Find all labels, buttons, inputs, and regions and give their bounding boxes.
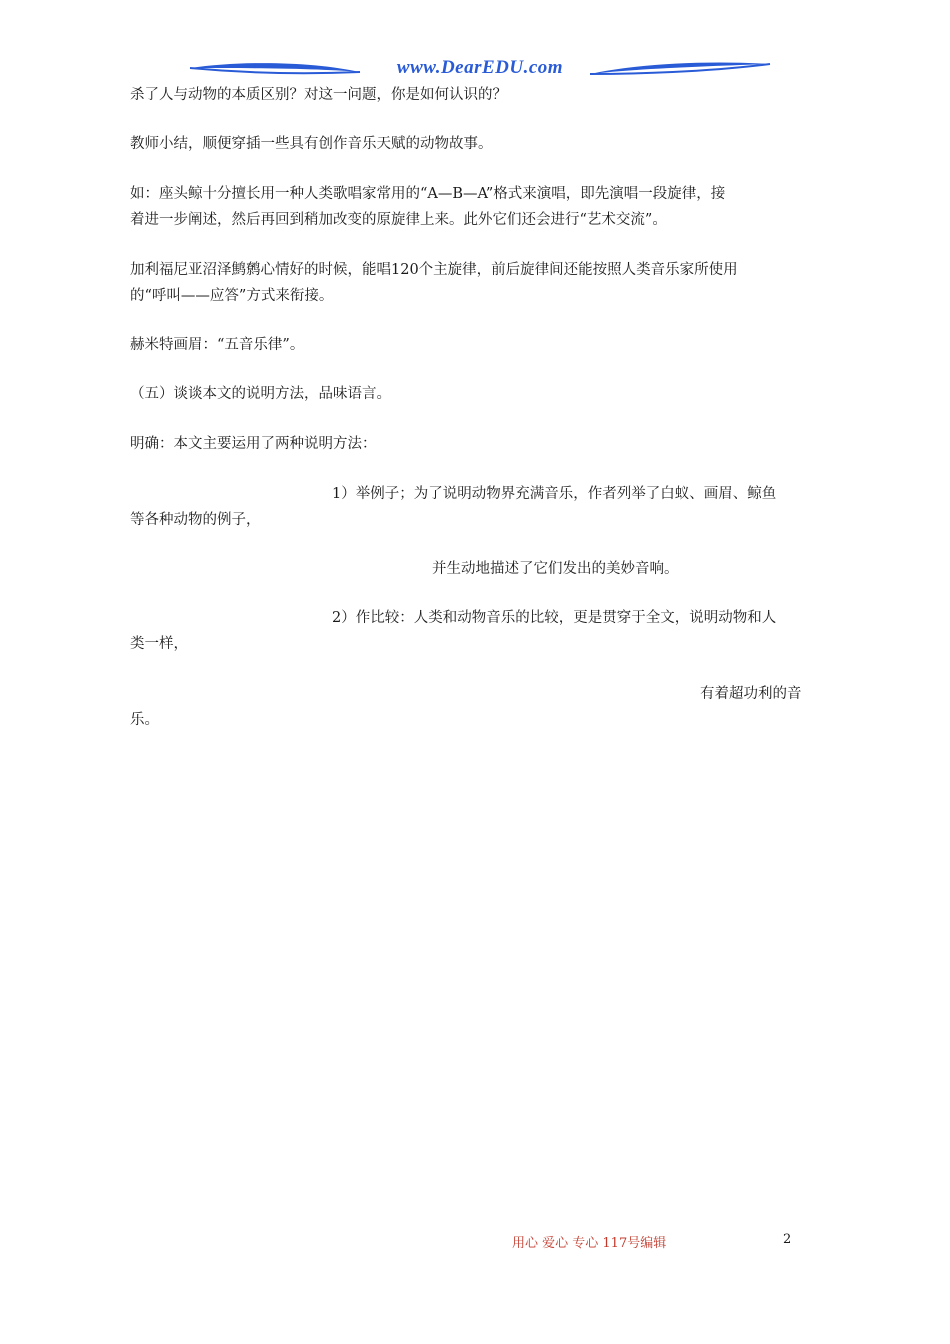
paragraph-5: 赫米特画眉：“五音乐律”。 — [130, 337, 305, 353]
paragraph-6: （五）谈谈本文的说明方法，品味语言。 — [130, 386, 391, 402]
paragraph-10-line-2: 类一样， — [130, 636, 188, 652]
paragraph-1: 杀了人与动物的本质区别？对这一问题，你是如何认识的？ — [130, 87, 507, 103]
paragraph-8-line-1: 1）举例子；为了说明动物界充满音乐，作者列举了白蚁、画眉、鲸鱼 — [332, 486, 777, 502]
paragraph-4-line-1: 加利福尼亚沼泽鹪鹩心情好的时候，能唱120个主旋律，前后旋律间还能按照人类音乐家所使用 — [130, 262, 738, 278]
paragraph-11-line-2: 乐。 — [130, 712, 159, 728]
paragraph-8-line-2: 等各种动物的例子， — [130, 512, 261, 528]
paragraph-3-line-2: 着进一步阐述，然后再回到稍加改变的原旋律上来。此外它们还会进行“艺术交流”。 — [130, 212, 667, 228]
paragraph-2: 教师小结，顺便穿插一些具有创作音乐天赋的动物故事。 — [130, 136, 493, 152]
site-url: www.DearEDU.com — [396, 57, 564, 78]
paragraph-4-line-2: 的“呼叫——应答”方式来衔接。 — [130, 288, 334, 304]
paragraph-7: 明确：本文主要运用了两种说明方法： — [130, 436, 377, 452]
page-number: 2 — [783, 1232, 792, 1247]
footer-note: 用心 爱心 专心 117号编辑 — [512, 1236, 667, 1251]
paragraph-9: 并生动地描述了它们发出的美妙音响。 — [432, 561, 679, 577]
site-header-banner — [185, 52, 775, 86]
paragraph-3-line-1: 如：座头鲸十分擅长用一种人类歌唱家常用的“A—B—A”格式来演唱，即先演唱一段旋律，接 — [130, 186, 726, 202]
paragraph-10-line-1: 2）作比较：人类和动物音乐的比较，更是贯穿于全文，说明动物和人 — [332, 610, 777, 626]
paragraph-11-line-1: 有着超功利的音 — [700, 686, 802, 702]
